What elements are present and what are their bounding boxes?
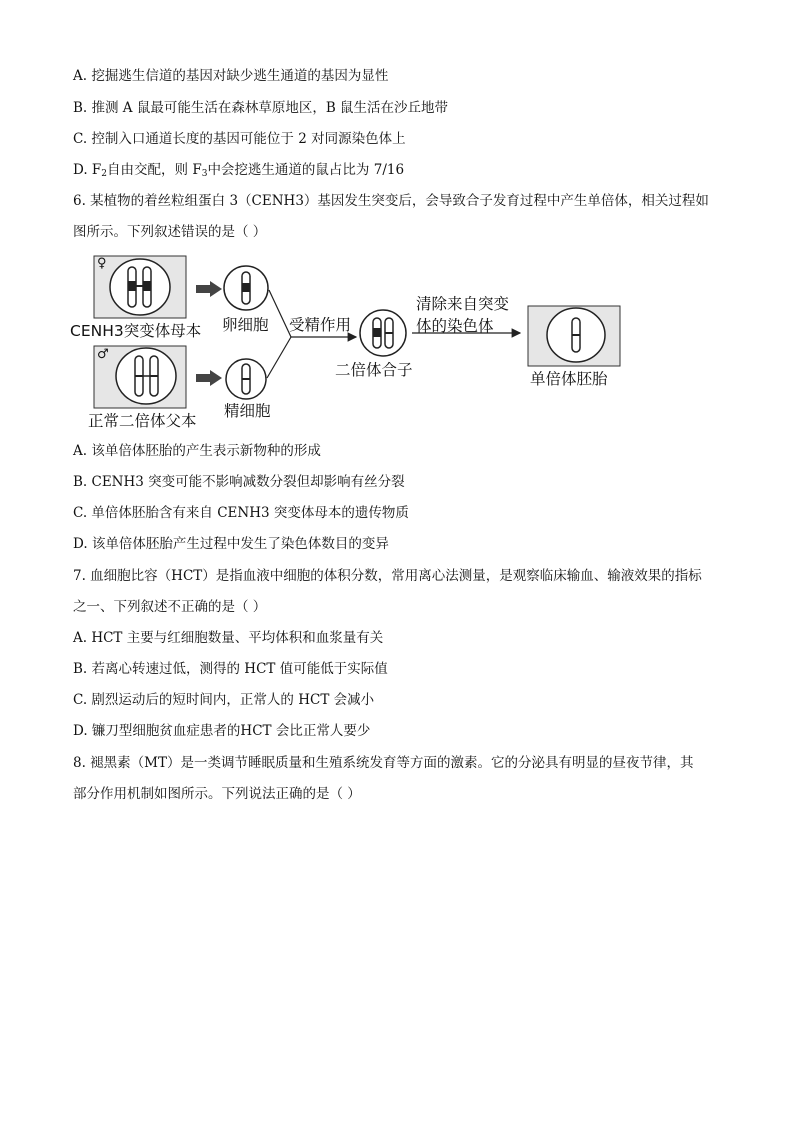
haploid-embryo <box>528 306 620 366</box>
sperm-cell <box>226 359 266 399</box>
zygote-label: 二倍体合子 <box>335 361 413 379</box>
embryo-label: 单倍体胚胎 <box>530 370 608 388</box>
q7-option-b: B. 若离心转速过低，测得的 HCT 值可能低于实际值 <box>73 661 388 677</box>
q6-option-a: A. 该单倍体胚胎的产生表示新物种的形成 <box>73 443 321 459</box>
q5-option-a: A. 挖掘逃生信道的基因对缺少逃生通道的基因为显性 <box>73 68 389 84</box>
q7-option-a: A. HCT 主要与红细胞数量、平均体积和血浆量有关 <box>73 630 384 646</box>
mother-cell <box>94 256 186 318</box>
q6-stem-line1: 6. 某植物的着丝粒组蛋白 3（CENH3）基因发生突变后，会导致合子发育过程中产生单倍体，相关过程如 <box>73 193 709 209</box>
male-symbol: ♂ <box>97 347 109 362</box>
diploid-zygote <box>360 310 406 356</box>
q7-option-c: C. 剧烈运动后的短时间内，正常人的 HCT 会减小 <box>73 692 375 708</box>
haploid-process-diagram <box>70 250 650 430</box>
q6-stem-line2: 图所示。下列叙述错误的是（ ） <box>73 224 267 240</box>
egg-cell <box>224 266 268 310</box>
q7-stem-line2: 之一、下列叙述不正确的是（ ） <box>73 599 267 615</box>
q6-option-c: C. 单倍体胚胎含有来自 CENH3 突变体母本的遗传物质 <box>73 505 409 521</box>
q5-option-c: C. 控制入口通道长度的基因可能位于 2 对同源染色体上 <box>73 131 406 147</box>
q5-option-b: B. 推测 A 鼠最可能生活在森林草原地区，B 鼠生活在沙丘地带 <box>73 100 449 116</box>
q6-option-b: B. CENH3 突变可能不影响减数分裂但却影响有丝分裂 <box>73 474 405 490</box>
female-symbol: ♀ <box>97 256 107 271</box>
father-label: 正常二倍体父本 <box>88 412 197 430</box>
elimination-label-1: 清除来自突变 <box>416 295 510 313</box>
mother-to-egg-arrow <box>196 281 222 297</box>
q7-stem-line1: 7. 血细胞比容（HCT）是指血液中细胞的体积分数，常用离心法测量，是观察临床输血、输液效果的指标 <box>73 568 702 584</box>
sperm-label: 精细胞 <box>224 402 271 420</box>
q6-option-d: D. 该单倍体胚胎产生过程中发生了染色体数目的变异 <box>73 536 389 552</box>
mother-label: CENH3突变体母本 <box>70 322 202 340</box>
q7-option-d: D. 镰刀型细胞贫血症患者的HCT 会比正常人要少 <box>73 723 371 739</box>
elimination-label-2: 体的染色体 <box>416 317 494 335</box>
q8-stem-line1: 8. 褪黑素（MT）是一类调节睡眠质量和生殖系统发育等方面的激素。它的分泌具有明显的昼夜节律，其 <box>73 755 694 771</box>
q5-option-d: D. $F_2$自由交配，则 $F_3$中会挖逃生通道的鼠占比为 7/16 <box>73 162 405 179</box>
q8-stem-line2: 部分作用机制如图所示。下列说法正确的是（ ） <box>73 786 361 802</box>
father-to-sperm-arrow <box>196 370 222 386</box>
fertilization-label: 受精作用 <box>289 316 352 334</box>
egg-label: 卵细胞 <box>222 316 269 334</box>
